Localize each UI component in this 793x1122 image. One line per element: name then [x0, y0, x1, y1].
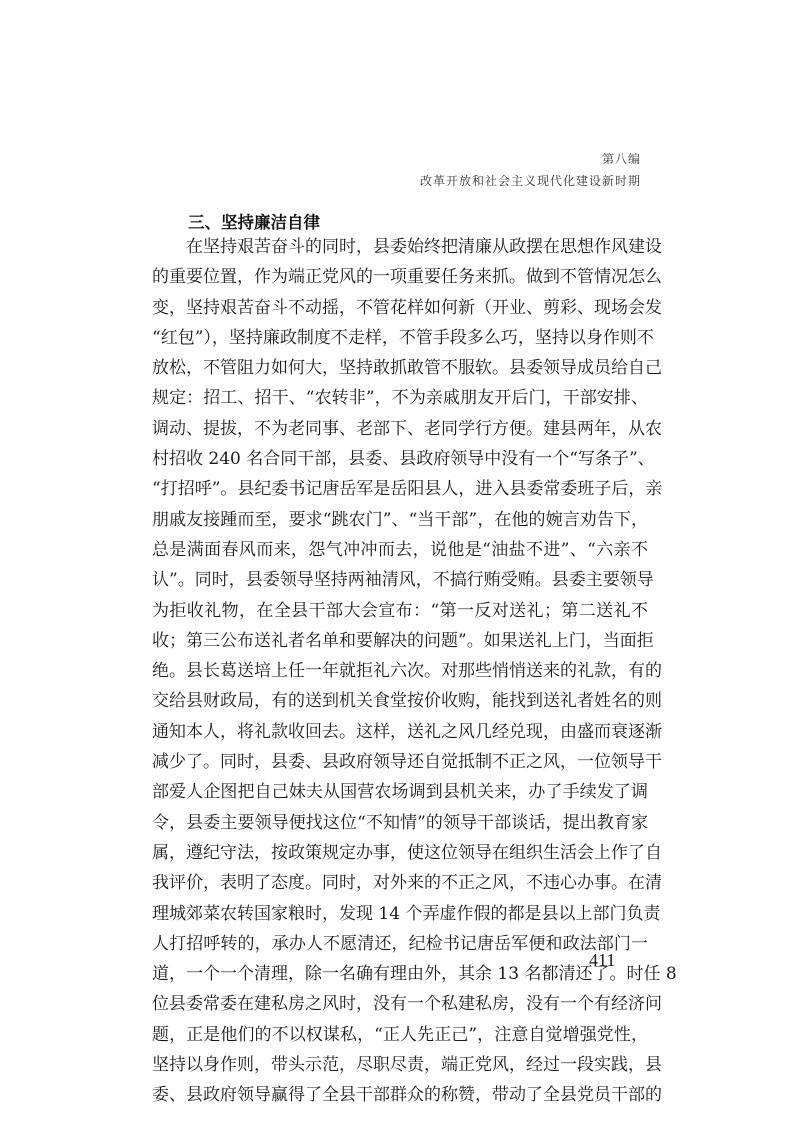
paragraph-line: 为拒收礼物，在全县干部大会宣布：“第一反对送礼；第二送礼不	[152, 600, 648, 621]
paragraph-line: 在坚持艰苦奋斗的同时，县委始终把清廉从政摆在思想作风建设	[186, 237, 662, 257]
paragraph-line: “打招呼”。县纪委书记唐岳军是岳阳县人，进入县委常委班子后，亲	[152, 479, 663, 500]
paragraph-line: 我评价，表明了态度。同时，对外来的不正之风，不违心办事。在清	[152, 873, 662, 894]
paragraph-line: “红包”），坚持廉政制度不走样，不管手段多么巧，坚持以身作则不	[152, 327, 654, 348]
paragraph-line: 通知本人，将礼款收回去。这样，送礼之风几经兑现，由盛而衰逐渐	[152, 721, 662, 742]
paragraph-line: 放松，不管阻力如何大，坚持敢抓敢管不服软。县委领导成员给自己	[152, 358, 662, 379]
paragraph-line: 调动、提拔，不为老同事、老部下、老同学行方便。建县两年，从农	[152, 418, 662, 439]
paragraph-line: 委、县政府领导赢得了全县干部群众的称赞，带动了全县党员干部的	[152, 1085, 662, 1106]
running-head-title: 改革开放和社会主义现代化建设新时期	[419, 174, 641, 188]
page-number: 411	[589, 950, 616, 970]
paragraph-line: 村招收 240 名合同干部，县委、县政府领导中没有一个“写条子”、	[152, 449, 655, 470]
paragraph-line: 属，遵纪守法，按政策规定办事，使这位领导在组织生活会上作了自	[152, 842, 662, 863]
paragraph-line: 理城郊菜农转国家粮时，发现 14 个弄虚作假的都是县以上部门负责	[152, 903, 661, 924]
paragraph-line: 变，坚持艰苦奋斗不动摇，不管花样如何新（开业、剪彩、现场会发	[152, 297, 662, 318]
paragraph-line: 令，县委主要领导便找这位“不知情”的领导干部谈话，提出教育家	[152, 812, 648, 833]
running-head-chapter: 第八编	[601, 152, 641, 166]
paragraph-line: 部爱人企图把自己妹夫从国营农场调到县机关来，办了手续发了调	[152, 782, 648, 803]
paragraph-line: 总是满面春风而来，怨气冲冲而去，说他是“油盐不进”、“六亲不	[152, 539, 648, 560]
body-text	[152, 232, 677, 1111]
section-heading: 三、坚持廉洁自律	[188, 213, 320, 232]
paragraph-line: 坚持以身作则，带头示范，尽职尽责，端正党风，经过一段实践，县	[152, 1055, 662, 1076]
paragraph-line: 的重要位置，作为端正党风的一项重要任务来抓。做到不管情况怎么	[152, 267, 662, 288]
paragraph-line: 收；第三公布送礼者名单和要解决的问题”。如果送礼上门，当面拒	[152, 630, 654, 651]
paragraph-line: 规定：招工、招干、“农转非”，不为亲戚朋友开后门，干部安排、	[152, 388, 648, 409]
paragraph-line: 绝。县长葛送培上任一年就拒礼六次。对那些悄悄送来的礼款，有的	[152, 661, 662, 682]
paragraph-line: 交给县财政局，有的送到机关食堂按价收购，能找到送礼者姓名的则	[152, 691, 662, 712]
paragraph-line: 道，一个一个清理，除一名确有理由外，其余 13 名都清还了。时任 8	[152, 964, 677, 985]
paragraph-line: 认”。同时，县委领导坚持两袖清风，不搞行贿受贿。县委主要领导	[152, 570, 654, 591]
paragraph-line: 题，正是他们的不以权谋私，“正人先正己”，注意自觉增强党性，	[152, 1024, 648, 1045]
paragraph-line: 位县委常委在建私房之风时，没有一个私建私房，没有一个有经济问	[152, 994, 662, 1015]
paragraph-line: 人打招呼转的，承办人不愿清还，纪检书记唐岳军便和政法部门一	[152, 933, 648, 954]
paragraph-line: 减少了。同时，县委、县政府领导还自觉抵制不正之风，一位领导干	[152, 752, 662, 773]
paragraph-line: 朋戚友接踵而至，要求“跳农门”、“当干部”，在他的婉言劝告下，	[152, 509, 648, 530]
